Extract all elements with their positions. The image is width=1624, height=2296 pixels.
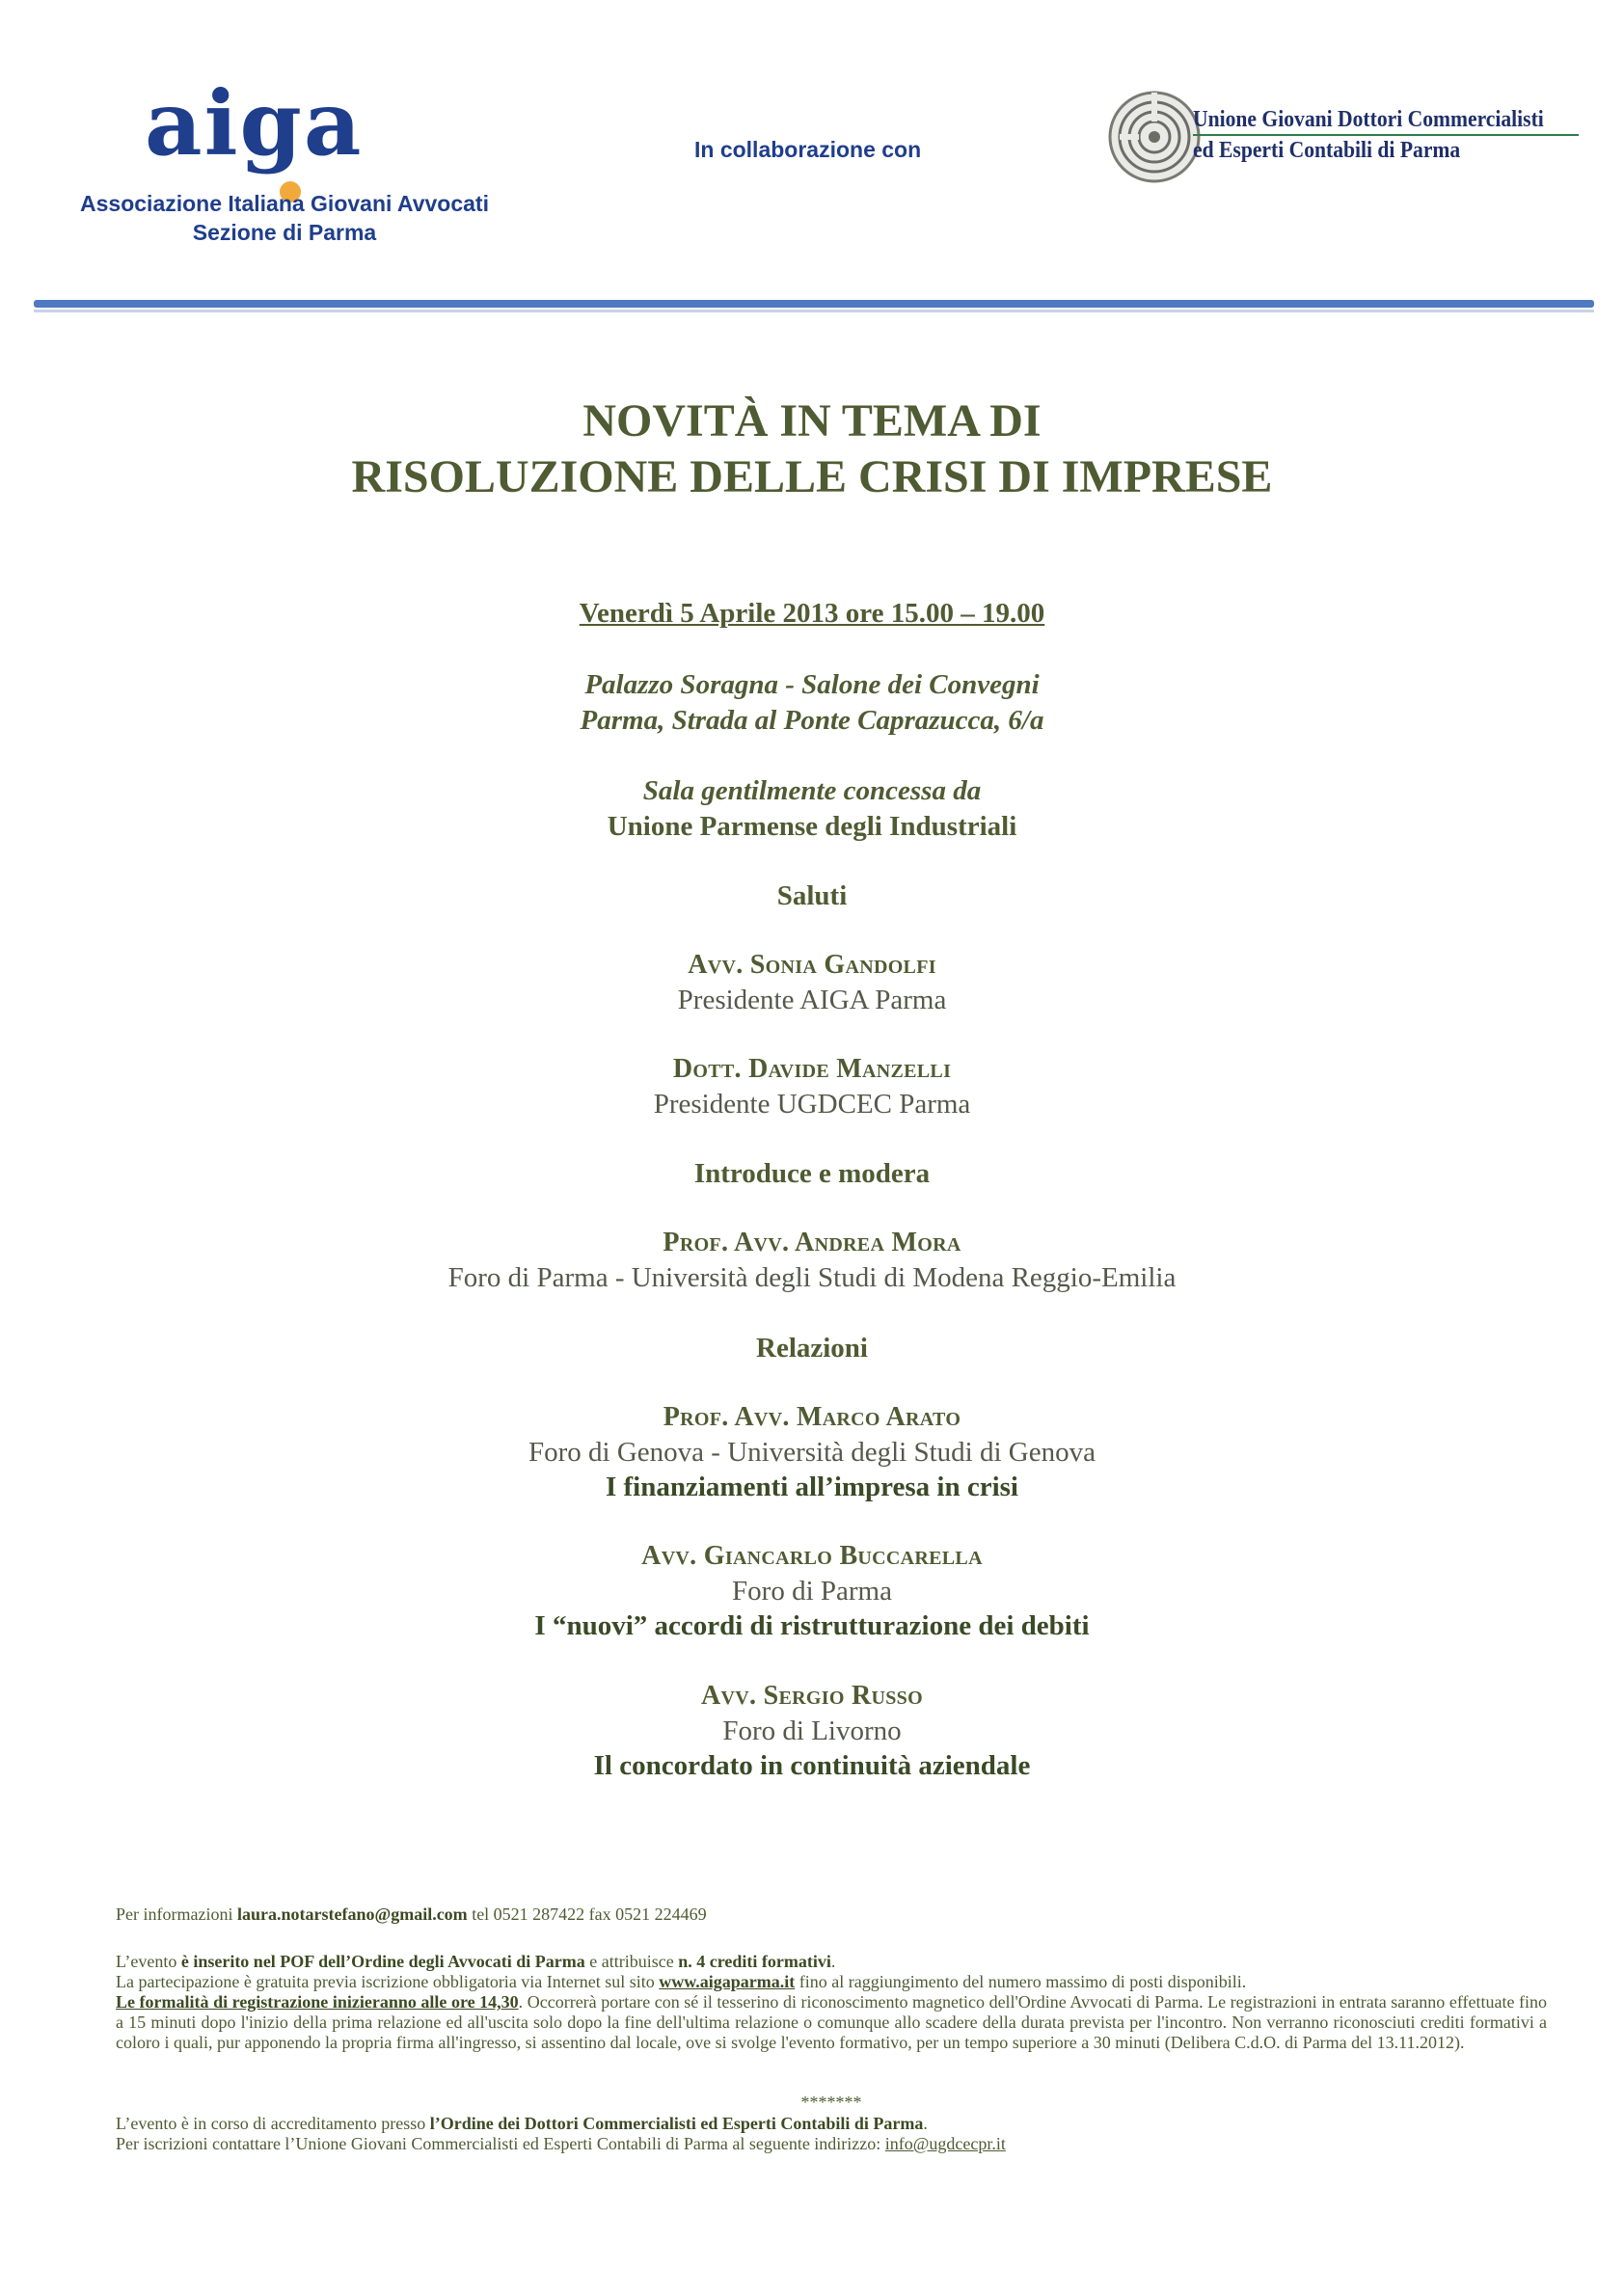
venue-line2: Parma, Strada al Ponte Caprazucca, 6/a — [580, 705, 1044, 736]
pof-text-2: è inserito nel POF dell’Ordine degli Avvocati di Parma — [180, 1952, 585, 1971]
speaker-arato-role: Foro di Genova - Università degli Studi di Genova — [528, 1437, 1096, 1468]
ugdcec-logo — [1104, 83, 1577, 191]
speaker-russo-name: Avv. Sergio Russo — [701, 1681, 923, 1711]
event-date: Venerdì 5 Aprile 2013 ore 15.00 – 19.00 — [579, 598, 1045, 629]
separator: ******* — [800, 2093, 862, 2112]
speaker-mora-name: Prof. Avv. Andrea Mora — [663, 1228, 961, 1257]
venue-line1: Palazzo Soragna - Salone dei Convegni — [584, 669, 1040, 700]
accreditation-order: l’Ordine dei Dottori Commercialisti ed Esperti Contabili di Parma — [429, 2114, 924, 2133]
aiga-logo — [145, 71, 386, 176]
collaboration-label: In collaborazione con — [694, 137, 922, 162]
speaker-russo-role: Foro di Livorno — [722, 1715, 902, 1746]
talk-arato: I finanziamenti all’impresa in crisi — [605, 1472, 1018, 1502]
rules-text: . Occorrerà portare con sé il tesserino di riconoscimento magnetico dell'Ordine Avvocati di Parma. Le registrazioni in entrata saranno effettuate fino a 15 minuti dopo l'inizio della prima relazione ed all'uscita solo dopo la fine dell'ultima relazione o comunque allo scadere della durata prevista per l'incontro. Non verranno riconosciuti crediti formativi a coloro i quali, pur apponendo la propria firma all'ingresso, si assentino dal locale, ove si svolge l'evento formativo, per un tempo superiore a 30 minuti (Delibera C.d.O. di Parma del 13.11.2012). — [116, 1992, 1547, 2052]
section-moderator: Introduce e modera — [693, 1158, 931, 1189]
pof-line — [116, 1952, 1547, 1972]
registration-text-2: fino al raggiungimento del numero massimo di posti disponibili. — [798, 1972, 1247, 1991]
ugdcec-line1: Unione Giovani Dottori Commercialisti — [1193, 107, 1544, 132]
accreditation-line — [116, 2114, 1547, 2134]
speaker-buccarella-role: Foro di Parma — [732, 1576, 892, 1607]
speaker-manzelli-name: Dott. Davide Manzelli — [672, 1054, 952, 1084]
pof-credits: n. 4 crediti formativi — [678, 1952, 831, 1971]
info-phone: tel 0521 287422 fax 0521 224469 — [472, 1904, 707, 1924]
aiga-organization — [58, 189, 511, 247]
speaker-arato-name: Prof. Avv. Marco Arato — [663, 1402, 961, 1432]
pof-text-5: . — [830, 1952, 836, 1971]
aiga-org-line1: Associazione Italiana Giovani Avvocati — [80, 191, 489, 216]
accreditation-text-3: . — [923, 2114, 928, 2133]
aiga-logo-text: aiga — [145, 71, 364, 176]
event-venue — [0, 667, 1624, 739]
section-greetings: Saluti — [776, 880, 848, 911]
talk-buccarella: I “nuovi” accordi di ristrutturazione dei debiti — [534, 1610, 1090, 1641]
speaker-mora-role: Foro di Parma - Università degli Studi di Modena Reggio-Emilia — [447, 1262, 1177, 1293]
ugdcec-divider — [1193, 134, 1579, 136]
contact-line — [116, 2134, 1547, 2154]
registration-site-link[interactable]: www.aigaparma.it — [659, 1972, 796, 1991]
speaker-buccarella-name: Avv. Giancarlo Buccarella — [641, 1541, 983, 1571]
header-rule-shadow — [34, 310, 1594, 312]
info-prefix: Per informazioni — [116, 1904, 233, 1924]
title-line1: NOVITÀ IN TEMA DI — [582, 395, 1042, 446]
registration-text-1: La partecipazione è gratuita previa iscrizione obbligatoria via Internet sul sito — [116, 1972, 655, 1991]
section-talks: Relazioni — [756, 1333, 868, 1364]
speaker-gandolfi-name: Avv. Sonia Gandolfi — [688, 950, 936, 980]
speaker-manzelli-role: Presidente UGDCEC Parma — [653, 1089, 971, 1120]
contact-text: Per iscrizioni contattare l’Unione Giovani Commercialisti ed Esperti Contabili di Parma al seguente indirizzo: — [116, 2134, 881, 2153]
pof-text-1: L’evento — [116, 1952, 177, 1971]
talk-russo: Il concordato in continuità aziendale — [593, 1750, 1031, 1781]
rules-paragraph — [116, 1992, 1547, 2053]
registration-line — [116, 1972, 1547, 1992]
page-title — [0, 393, 1624, 505]
aiga-org-line2: Sezione di Parma — [192, 220, 377, 245]
title-line2: RISOLUZIONE DELLE CRISI DI IMPRESE — [351, 451, 1273, 502]
hall-note: Sala gentilmente concessa da — [642, 775, 982, 806]
rules-start-time: Le formalità di registrazione inizieranno alle ore 14,30 — [116, 1992, 519, 2012]
contact-email-link[interactable]: info@ugdcecpr.it — [884, 2134, 1006, 2153]
ugdcec-line2: ed Esperti Contabili di Parma — [1193, 138, 1461, 163]
info-line — [116, 1904, 1547, 1925]
header-rule — [34, 300, 1594, 308]
pof-text-3: e attribuisce — [589, 1952, 674, 1971]
hall-owner: Unione Parmense degli Industriali — [607, 811, 1017, 842]
accreditation-text-1: L’evento è in corso di accreditamento presso — [116, 2114, 426, 2133]
speaker-gandolfi-role: Presidente AIGA Parma — [677, 985, 947, 1015]
info-email-link[interactable]: laura.notarstefano@gmail.com — [236, 1904, 468, 1924]
